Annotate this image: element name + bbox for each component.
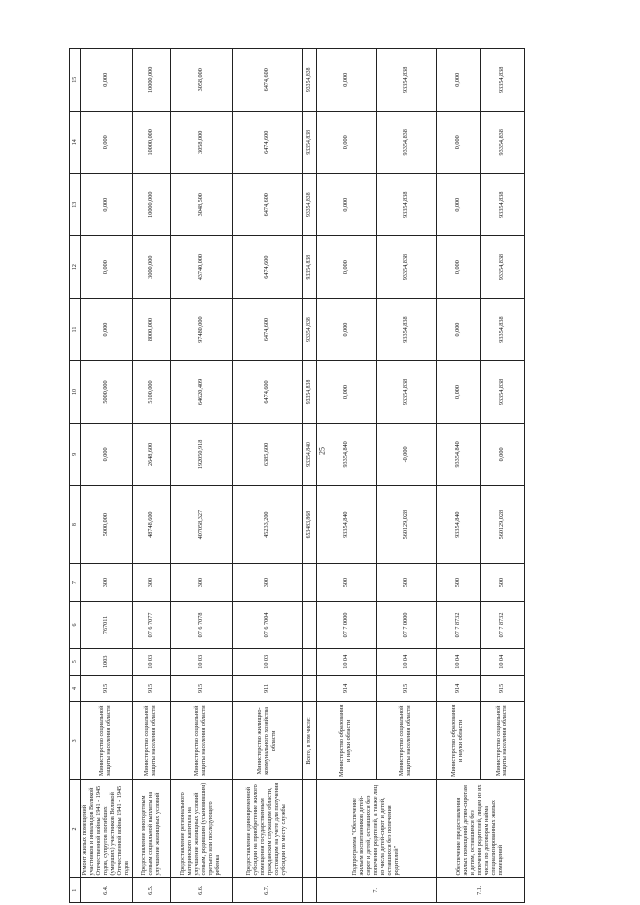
table-cell: 93354,838 — [376, 236, 436, 298]
table-cell: 300 — [132, 564, 170, 602]
table-cell: 43740,000 — [170, 236, 232, 298]
table-cell: 48748,600 — [132, 486, 170, 564]
table-cell: Предоставление регионального материнского капитала на улучшение жилищных условий семьям, родившим (усыновившим) третьего или последующего ребенка — [170, 780, 232, 878]
table-cell: 07 7 8732 — [480, 602, 524, 649]
page-number: 25 — [317, 447, 327, 455]
table-cell: 407058,327 — [170, 486, 232, 564]
table-cell: 0,000 — [316, 174, 376, 236]
table-cell: 93354,838 — [302, 361, 316, 423]
table-cell: 10 04 — [376, 648, 436, 675]
table-row — [232, 49, 302, 903]
table-cell — [302, 675, 316, 702]
table-cell: 2 — [70, 780, 81, 878]
table-cell: 4 — [70, 675, 81, 702]
table-cell: 93354,838 — [480, 361, 524, 423]
table-cell: Министерство социальной защиты населения области — [132, 702, 170, 780]
table-cell: 10000,000 — [132, 49, 170, 112]
table-cell: 07 6 7004 — [232, 602, 302, 649]
table-cell: 0,000 — [81, 236, 133, 298]
table-cell: 93354,838 — [302, 298, 316, 360]
table-cell: 93354,840 — [316, 423, 376, 485]
table-cell: 8000,000 — [132, 298, 170, 360]
table-cell: Министерство жилищно-коммунального хозяйства области — [232, 702, 302, 780]
table-cell: 915 — [480, 675, 524, 702]
table-rotated — [69, 48, 525, 903]
table-cell: 500 — [316, 564, 376, 602]
table-cell: 07 7 0000 — [376, 602, 436, 649]
table-cell: 93354,838 — [480, 174, 524, 236]
table-cell: 914 — [436, 675, 480, 702]
table-cell: 93354,838 — [376, 174, 436, 236]
table-cell: 6.7. — [232, 878, 302, 903]
table-cell: 560129,028 — [376, 486, 436, 564]
table-cell: 0,000 — [81, 49, 133, 112]
table-cell: 0,000 — [480, 423, 524, 485]
table-cell: 0,000 — [436, 111, 480, 173]
table-row — [132, 49, 170, 903]
table-cell: 0,000 — [316, 49, 376, 112]
table-cell: 0,000 — [316, 361, 376, 423]
table-cell: Министерство социальной защиты населения области — [480, 702, 524, 780]
table-cell: 5000,000 — [81, 486, 133, 564]
table-cell: 0,000 — [81, 174, 133, 236]
table-cell: 10000,000 — [132, 111, 170, 173]
table-cell: Министерство социальной защиты населения области — [81, 702, 133, 780]
table-cell: 93354,838 — [376, 49, 436, 112]
table-cell: 915 — [81, 675, 133, 702]
table-cell: 93354,838 — [376, 298, 436, 360]
table-cell: Подпрограмма "Обеспечение жильем воспитанников детей-сирот и детей, оставшихся без попечения родителей, а также лиц из числа детей-сирот и детей, оставшихся без попечения родителей" — [316, 780, 436, 878]
table-cell: 6474,600 — [232, 49, 302, 112]
table-cell: 6.5. — [132, 878, 170, 903]
table-cell: 93354,838 — [302, 49, 316, 112]
table-cell: 13 — [70, 174, 81, 236]
table-cell: 7.1. — [436, 878, 524, 903]
table-cell: 07 7 8732 — [436, 602, 480, 649]
table-cell: 6474,600 — [232, 236, 302, 298]
table-cell: 0,000 — [81, 298, 133, 360]
table-cell: 97480,000 — [170, 298, 232, 360]
table-cell: Ремонт жилых помещений участников и инвалидов Великой Отечественной войны 1941 - 1945 годов, супругов погибших (умерших) участников Великой Отечественной войны 1941 - 1945 годов — [81, 780, 133, 878]
table-cell: 3058,000 — [170, 111, 232, 173]
table-cell: 07 6 7077 — [132, 602, 170, 649]
header-row — [70, 49, 81, 903]
table-cell: Министерство социальной защиты населения области — [170, 702, 232, 780]
table-cell: 1003 — [81, 648, 133, 675]
table-cell: 93354,840 — [436, 486, 480, 564]
table-cell: 93354,838 — [480, 111, 524, 173]
table-cell: 45233,200 — [232, 486, 302, 564]
table-row — [81, 49, 133, 903]
table-cell: 6385,600 — [232, 423, 302, 485]
table-cell: 560129,028 — [480, 486, 524, 564]
table-cell — [302, 564, 316, 602]
table-cell: Министерство образования и науки области — [316, 702, 376, 780]
table-cell: 9 — [70, 423, 81, 485]
table-cell: 07 7 0000 — [316, 602, 376, 649]
table-cell: 914 — [316, 675, 376, 702]
table-cell: 300 — [170, 564, 232, 602]
table-cell: 500 — [436, 564, 480, 602]
table-cell: 10 03 — [132, 648, 170, 675]
table-cell — [302, 780, 316, 878]
table-cell: Предоставление единовременной субсидии на приобретение жилого помещения государственным гражданским служащим области, состоящим на учете для получения субсидии по месту службы — [232, 780, 302, 878]
table-cell: 5100,000 — [132, 361, 170, 423]
table-cell: 3058,000 — [170, 49, 232, 112]
table-cell: 93354,838 — [302, 236, 316, 298]
table-cell: 0,000 — [436, 49, 480, 112]
table-cell: 653483,868 — [302, 486, 316, 564]
table-cell: 93354,840 — [436, 423, 480, 485]
table-row — [436, 49, 480, 903]
table-cell: 500 — [480, 564, 524, 602]
table-cell: 0,000 — [316, 236, 376, 298]
table-cell: 93354,838 — [302, 174, 316, 236]
table-cell: 6 — [70, 602, 81, 649]
table-cell: 5000,000 — [81, 361, 133, 423]
table-cell: 0,000 — [316, 298, 376, 360]
table-cell: 911 — [232, 675, 302, 702]
table-row — [480, 49, 524, 903]
table-cell: 767011 — [81, 602, 133, 649]
table-cell: 0,000 — [436, 236, 480, 298]
table-cell: 93354,840 — [316, 486, 376, 564]
table-cell: 10 03 — [232, 648, 302, 675]
table-cell: 14 — [70, 111, 81, 173]
table-cell: 500 — [376, 564, 436, 602]
table-cell: 6474,600 — [232, 174, 302, 236]
table-cell: 915 — [170, 675, 232, 702]
table-cell: 7 — [70, 564, 81, 602]
table-row — [376, 49, 436, 903]
table-cell: Министерство социальной защиты населения области — [376, 702, 436, 780]
program-table — [69, 48, 525, 903]
table-cell: 1 — [70, 878, 81, 903]
table-cell: 10000,000 — [132, 174, 170, 236]
table-cell: Обеспечение предоставления жилых помещений детям-сиротам и детям, оставшимся без попечения родителей, лицам из их числа по договорам найма специализированных жилых помещений — [436, 780, 524, 878]
table-cell: 93354,838 — [480, 298, 524, 360]
table-cell: 93354,838 — [376, 111, 436, 173]
table-cell: 3000,000 — [132, 236, 170, 298]
total-row — [302, 49, 316, 903]
table-cell: -0,000 — [376, 423, 436, 485]
table-cell: 300 — [81, 564, 133, 602]
table-cell: 0,000 — [436, 174, 480, 236]
table-cell: 7. — [316, 878, 436, 903]
table-cell — [302, 648, 316, 675]
table-cell: 93354,838 — [376, 361, 436, 423]
table-cell: 11 — [70, 298, 81, 360]
table-cell: 10 04 — [436, 648, 480, 675]
table-row — [316, 49, 376, 903]
table-cell: 6.6. — [170, 878, 232, 903]
table-cell: Предоставление многодетным семьям социальной выплаты на улучшение жилищных условий — [132, 780, 170, 878]
table-cell: 0,000 — [436, 361, 480, 423]
table-cell: 6474,600 — [232, 361, 302, 423]
table-cell: 2648,600 — [132, 423, 170, 485]
table-cell: 0,000 — [316, 111, 376, 173]
table-cell: 07 6 7078 — [170, 602, 232, 649]
table-cell: 3 — [70, 702, 81, 780]
table-cell: 93354,838 — [302, 111, 316, 173]
table-cell: 8 — [70, 486, 81, 564]
table-cell: 192050,918 — [170, 423, 232, 485]
table-cell: 10 04 — [316, 648, 376, 675]
table-cell: 12 — [70, 236, 81, 298]
table-cell: Министерство образования и науки области — [436, 702, 480, 780]
table-cell: 300 — [232, 564, 302, 602]
table-cell: 0,000 — [436, 298, 480, 360]
table-cell: 64620,409 — [170, 361, 232, 423]
table-cell: 93354,838 — [480, 236, 524, 298]
table-cell: 6474,600 — [232, 298, 302, 360]
table-cell: 6.4. — [81, 878, 133, 903]
table-cell: 0,000 — [81, 111, 133, 173]
table-cell: 93354,840 — [302, 423, 316, 485]
table-cell: Всего, в том числе: — [302, 702, 316, 780]
table-cell: 915 — [376, 675, 436, 702]
table-cell: 10 04 — [480, 648, 524, 675]
table-cell: 0,000 — [81, 423, 133, 485]
table-cell: 10 — [70, 361, 81, 423]
table-cell: 3048,500 — [170, 174, 232, 236]
table-cell — [302, 602, 316, 649]
table-cell: 93354,838 — [480, 49, 524, 112]
table-cell: 5 — [70, 648, 81, 675]
table-cell: 10 03 — [170, 648, 232, 675]
table-cell — [302, 878, 316, 903]
table-row — [170, 49, 232, 903]
table-cell: 915 — [132, 675, 170, 702]
table-cell: 6474,600 — [232, 111, 302, 173]
table-cell: 15 — [70, 49, 81, 112]
